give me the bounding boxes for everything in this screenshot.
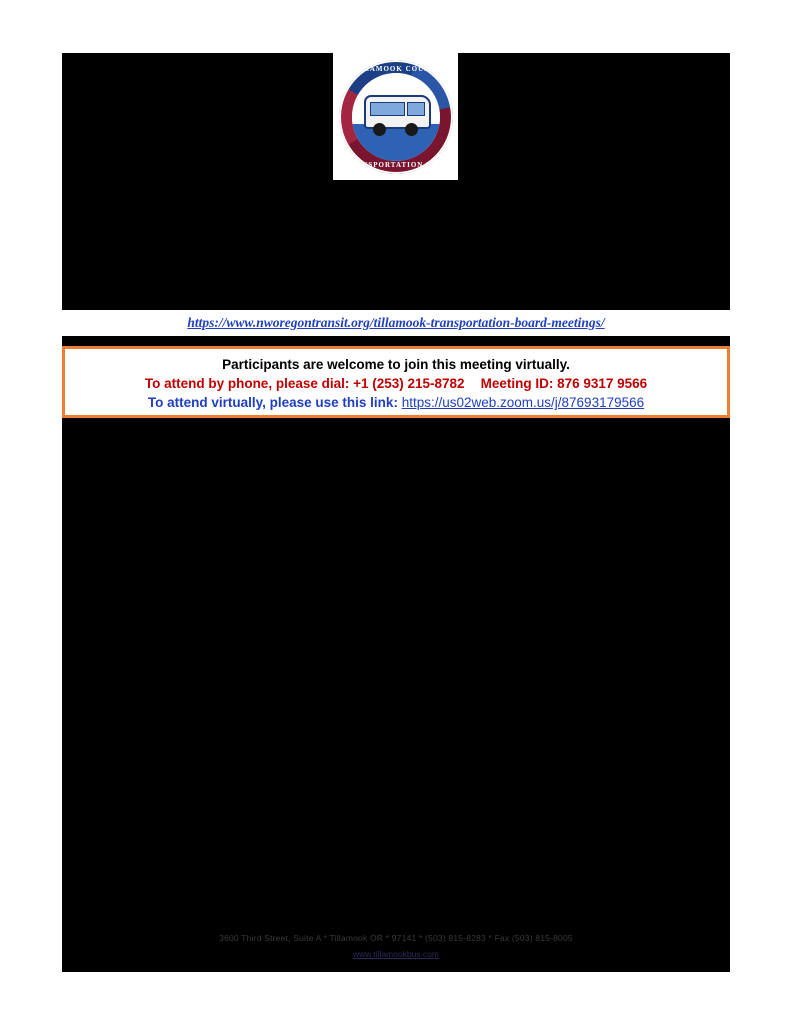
virtual-link-line: [65, 393, 727, 412]
phone-dial-text: To attend by phone, please dial: +1 (253) 215-8782: [144, 376, 465, 391]
agency-logo: [333, 53, 458, 180]
seal-bottom-text: TRANSPORTATION DIST: [344, 160, 447, 169]
meeting-id-text: Meeting ID: 876 9317 9566: [480, 376, 648, 391]
footer-address: 3600 Third Street, Suite A * Tillamook OR * 97141 * (503) 815-8283 * Fax (503) 815-8005: [219, 933, 573, 943]
virtual-meeting-box: [62, 346, 730, 418]
bus-wheel-right-icon: [405, 123, 418, 136]
seal-inner-disc: [352, 73, 440, 161]
page-footer: [62, 932, 730, 962]
bus-wheel-left-icon: [373, 123, 386, 136]
seal-water: [352, 124, 440, 161]
board-meetings-link[interactable]: https://www.nworegontransit.org/tillamook-transportation-board-meetings/: [187, 315, 605, 330]
redacted-document-body: [62, 53, 730, 972]
zoom-meeting-link[interactable]: https://us02web.zoom.us/j/87693179566: [401, 395, 645, 410]
phone-dial-line: [65, 374, 727, 393]
board-meetings-link-row: [62, 310, 730, 336]
footer-website-link[interactable]: www.tillamookbus.com: [353, 949, 439, 959]
bus-seal-icon: [339, 60, 453, 174]
virtual-welcome-text: Participants are welcome to join this meeting virtually.: [222, 357, 570, 372]
seal-top-text: TILLAMOOK COUNTY: [349, 64, 442, 73]
virtual-link-label: To attend virtually, please use this link:: [147, 395, 398, 410]
